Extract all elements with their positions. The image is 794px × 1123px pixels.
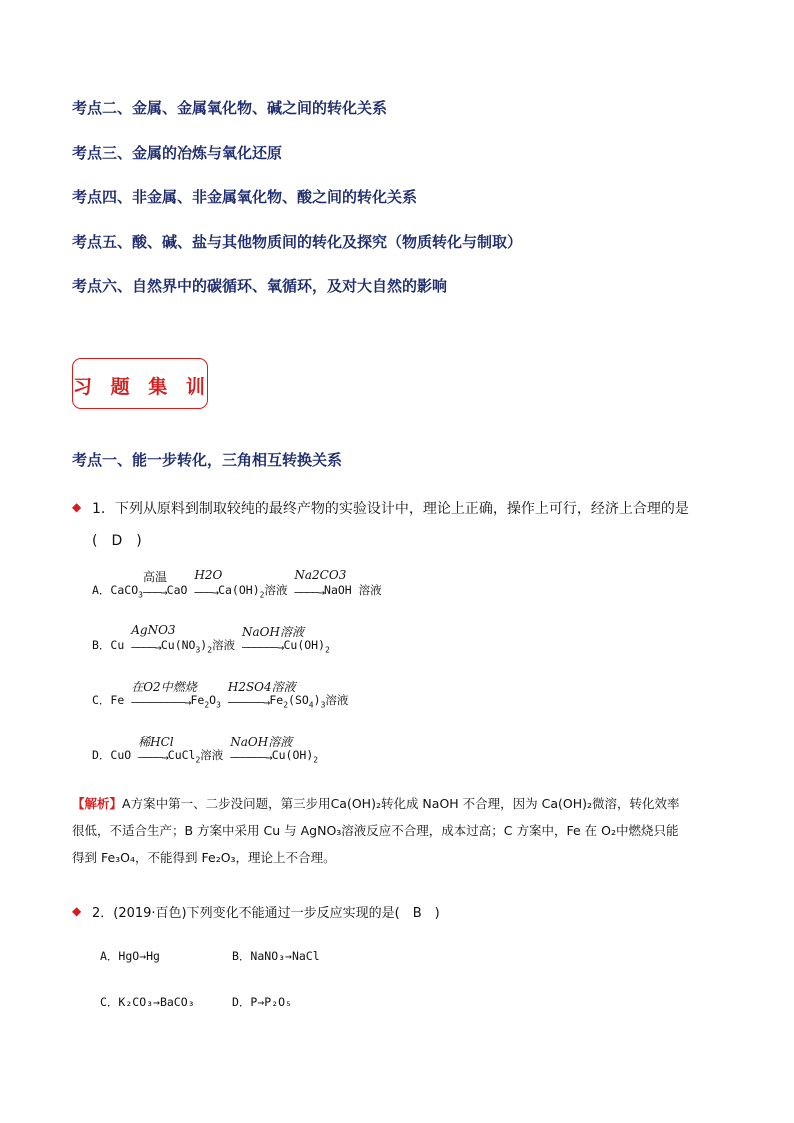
arrow-label: 稀HCl bbox=[138, 735, 174, 750]
sub: 3 bbox=[195, 645, 201, 655]
arrow-c1 bbox=[131, 680, 197, 710]
mid: O bbox=[209, 693, 217, 707]
q2-option-a: A．HgO→Hg bbox=[100, 949, 160, 963]
q1-analysis bbox=[72, 790, 732, 871]
mid: (SO bbox=[288, 693, 309, 707]
analysis-text: A方案中第一、二步没问题，第三步用Ca(OH)₂转化成 NaOH 不合理，因为 Ca(OH)₂微溶，转化效率 bbox=[122, 796, 680, 811]
sub: 2 bbox=[195, 755, 201, 765]
topic-4: 考点四、非金属、非金属氧化物、酸之间的转化关系 bbox=[72, 188, 418, 206]
suffix: ) bbox=[200, 638, 208, 652]
option-b-mid1: Cu(NO bbox=[160, 638, 196, 652]
q2-option-b: B．NaNO₃→NaCl bbox=[232, 949, 320, 963]
option-d-end: Cu(OH) bbox=[271, 748, 314, 762]
q1-text-line1: 1．下列从原料到制取较纯的最终产物的实验设计中，理论上正确，操作上可行，经济上合理的是 bbox=[92, 501, 689, 517]
sub: 3 bbox=[320, 700, 326, 710]
option-b-start: B．Cu bbox=[92, 638, 125, 652]
option-d-start: D．CuO bbox=[92, 748, 132, 762]
arrow-label: Na2CO3 bbox=[294, 568, 347, 583]
q1-option-b bbox=[92, 623, 330, 655]
diamond-bullet-icon: ◆ bbox=[72, 904, 82, 918]
sub: 2 bbox=[313, 755, 319, 765]
arrow-line: ——————→ bbox=[227, 695, 270, 710]
arrow-label: 高温 bbox=[142, 570, 167, 585]
suffix: 溶液 bbox=[264, 583, 288, 597]
q1-option-a bbox=[92, 568, 382, 600]
sub: 2 bbox=[325, 645, 330, 655]
arrow-label: H2O bbox=[194, 568, 223, 583]
q2-option-d: D．P→P₂O₅ bbox=[232, 995, 292, 1009]
arrow-line: ———→ bbox=[194, 585, 219, 600]
sub: 2 bbox=[283, 700, 289, 710]
q1-answer: ( D ) bbox=[92, 533, 142, 549]
section-title: 习 题 集 训 bbox=[73, 376, 211, 398]
mid: ) bbox=[313, 693, 321, 707]
option-c-end: Fe bbox=[269, 693, 284, 707]
arrow-line: —————————→ bbox=[131, 695, 191, 710]
analysis-line-3: 得到 Fe₃O₄，不能得到 Fe₂O₃，理论上不合理。 bbox=[72, 850, 336, 865]
analysis-tag: 【解析】 bbox=[72, 796, 123, 811]
arrow-b1 bbox=[131, 623, 176, 655]
option-a-start: A．CaCO bbox=[92, 583, 139, 597]
suffix: 溶液 bbox=[325, 693, 349, 707]
option-a-mid1: CaO bbox=[166, 583, 188, 597]
arrow-line: ———→ bbox=[142, 585, 167, 600]
option-d-mid1: CuCl bbox=[167, 748, 196, 762]
sub: 3 bbox=[138, 590, 143, 600]
topic-5: 考点五、酸、碱、盐与其他物质间的转化及探究（物质转化与制取） bbox=[72, 233, 523, 251]
sub: 3 bbox=[216, 700, 221, 710]
arrow-label: NaOH溶液 bbox=[242, 625, 304, 640]
q2-text: 2．(2019·百色)下列变化不能通过一步反应实现的是( B ) bbox=[92, 906, 440, 921]
option-a-mid2: Ca(OH) bbox=[218, 583, 260, 597]
arrow-label: 在O2中燃烧 bbox=[131, 680, 197, 695]
arrow-line: ————→ bbox=[138, 750, 168, 765]
sub: 2 bbox=[259, 590, 265, 600]
suffix: 溶液 bbox=[212, 638, 236, 652]
option-b-end: Cu(OH) bbox=[283, 638, 326, 652]
q1-option-c bbox=[92, 680, 349, 710]
arrow-a2 bbox=[194, 568, 223, 600]
analysis-line-2: 很低，不适合生产；B 方案中采用 Cu 与 AgNO₃溶液反应不合理，成本过高；C 方案中，Fe 在 O₂中燃烧只能 bbox=[72, 823, 679, 838]
arrow-line: ——————→ bbox=[230, 750, 272, 765]
arrow-line: ————→ bbox=[294, 585, 325, 600]
option-a-end: NaOH 溶液 bbox=[324, 583, 382, 597]
arrow-line: ——————→ bbox=[242, 640, 284, 655]
sub: 2 bbox=[207, 645, 213, 655]
section-heading-box bbox=[72, 358, 211, 409]
q1-option-d bbox=[92, 735, 319, 765]
option-c-start: C．Fe bbox=[92, 693, 125, 707]
option-c-mid1: Fe bbox=[190, 693, 205, 707]
arrow-a1 bbox=[142, 570, 167, 600]
arrow-d1 bbox=[138, 735, 174, 765]
sub: 2 bbox=[204, 700, 210, 710]
q2-option-c: C．K₂CO₃→BaCO₃ bbox=[100, 995, 195, 1009]
arrow-a3 bbox=[294, 568, 347, 600]
suffix: 溶液 bbox=[200, 748, 224, 762]
arrow-line: ————→ bbox=[131, 640, 161, 655]
subsection-title: 考点一、能一步转化，三角相互转换关系 bbox=[72, 451, 343, 469]
sub: 4 bbox=[308, 700, 314, 710]
topic-2: 考点二、金属、金属氧化物、碱之间的转化关系 bbox=[72, 99, 388, 117]
diamond-bullet-icon: ◆ bbox=[72, 500, 82, 514]
arrow-b2 bbox=[242, 625, 304, 655]
analysis-line-1 bbox=[72, 790, 732, 817]
topic-3: 考点三、金属的冶炼与氧化还原 bbox=[72, 144, 283, 162]
arrow-label: AgNO3 bbox=[131, 623, 176, 638]
topic-6: 考点六、自然界中的碳循环、氧循环，及对大自然的影响 bbox=[72, 277, 448, 295]
arrow-label: NaOH溶液 bbox=[230, 735, 293, 750]
arrow-label: H2SO4溶液 bbox=[227, 680, 296, 695]
